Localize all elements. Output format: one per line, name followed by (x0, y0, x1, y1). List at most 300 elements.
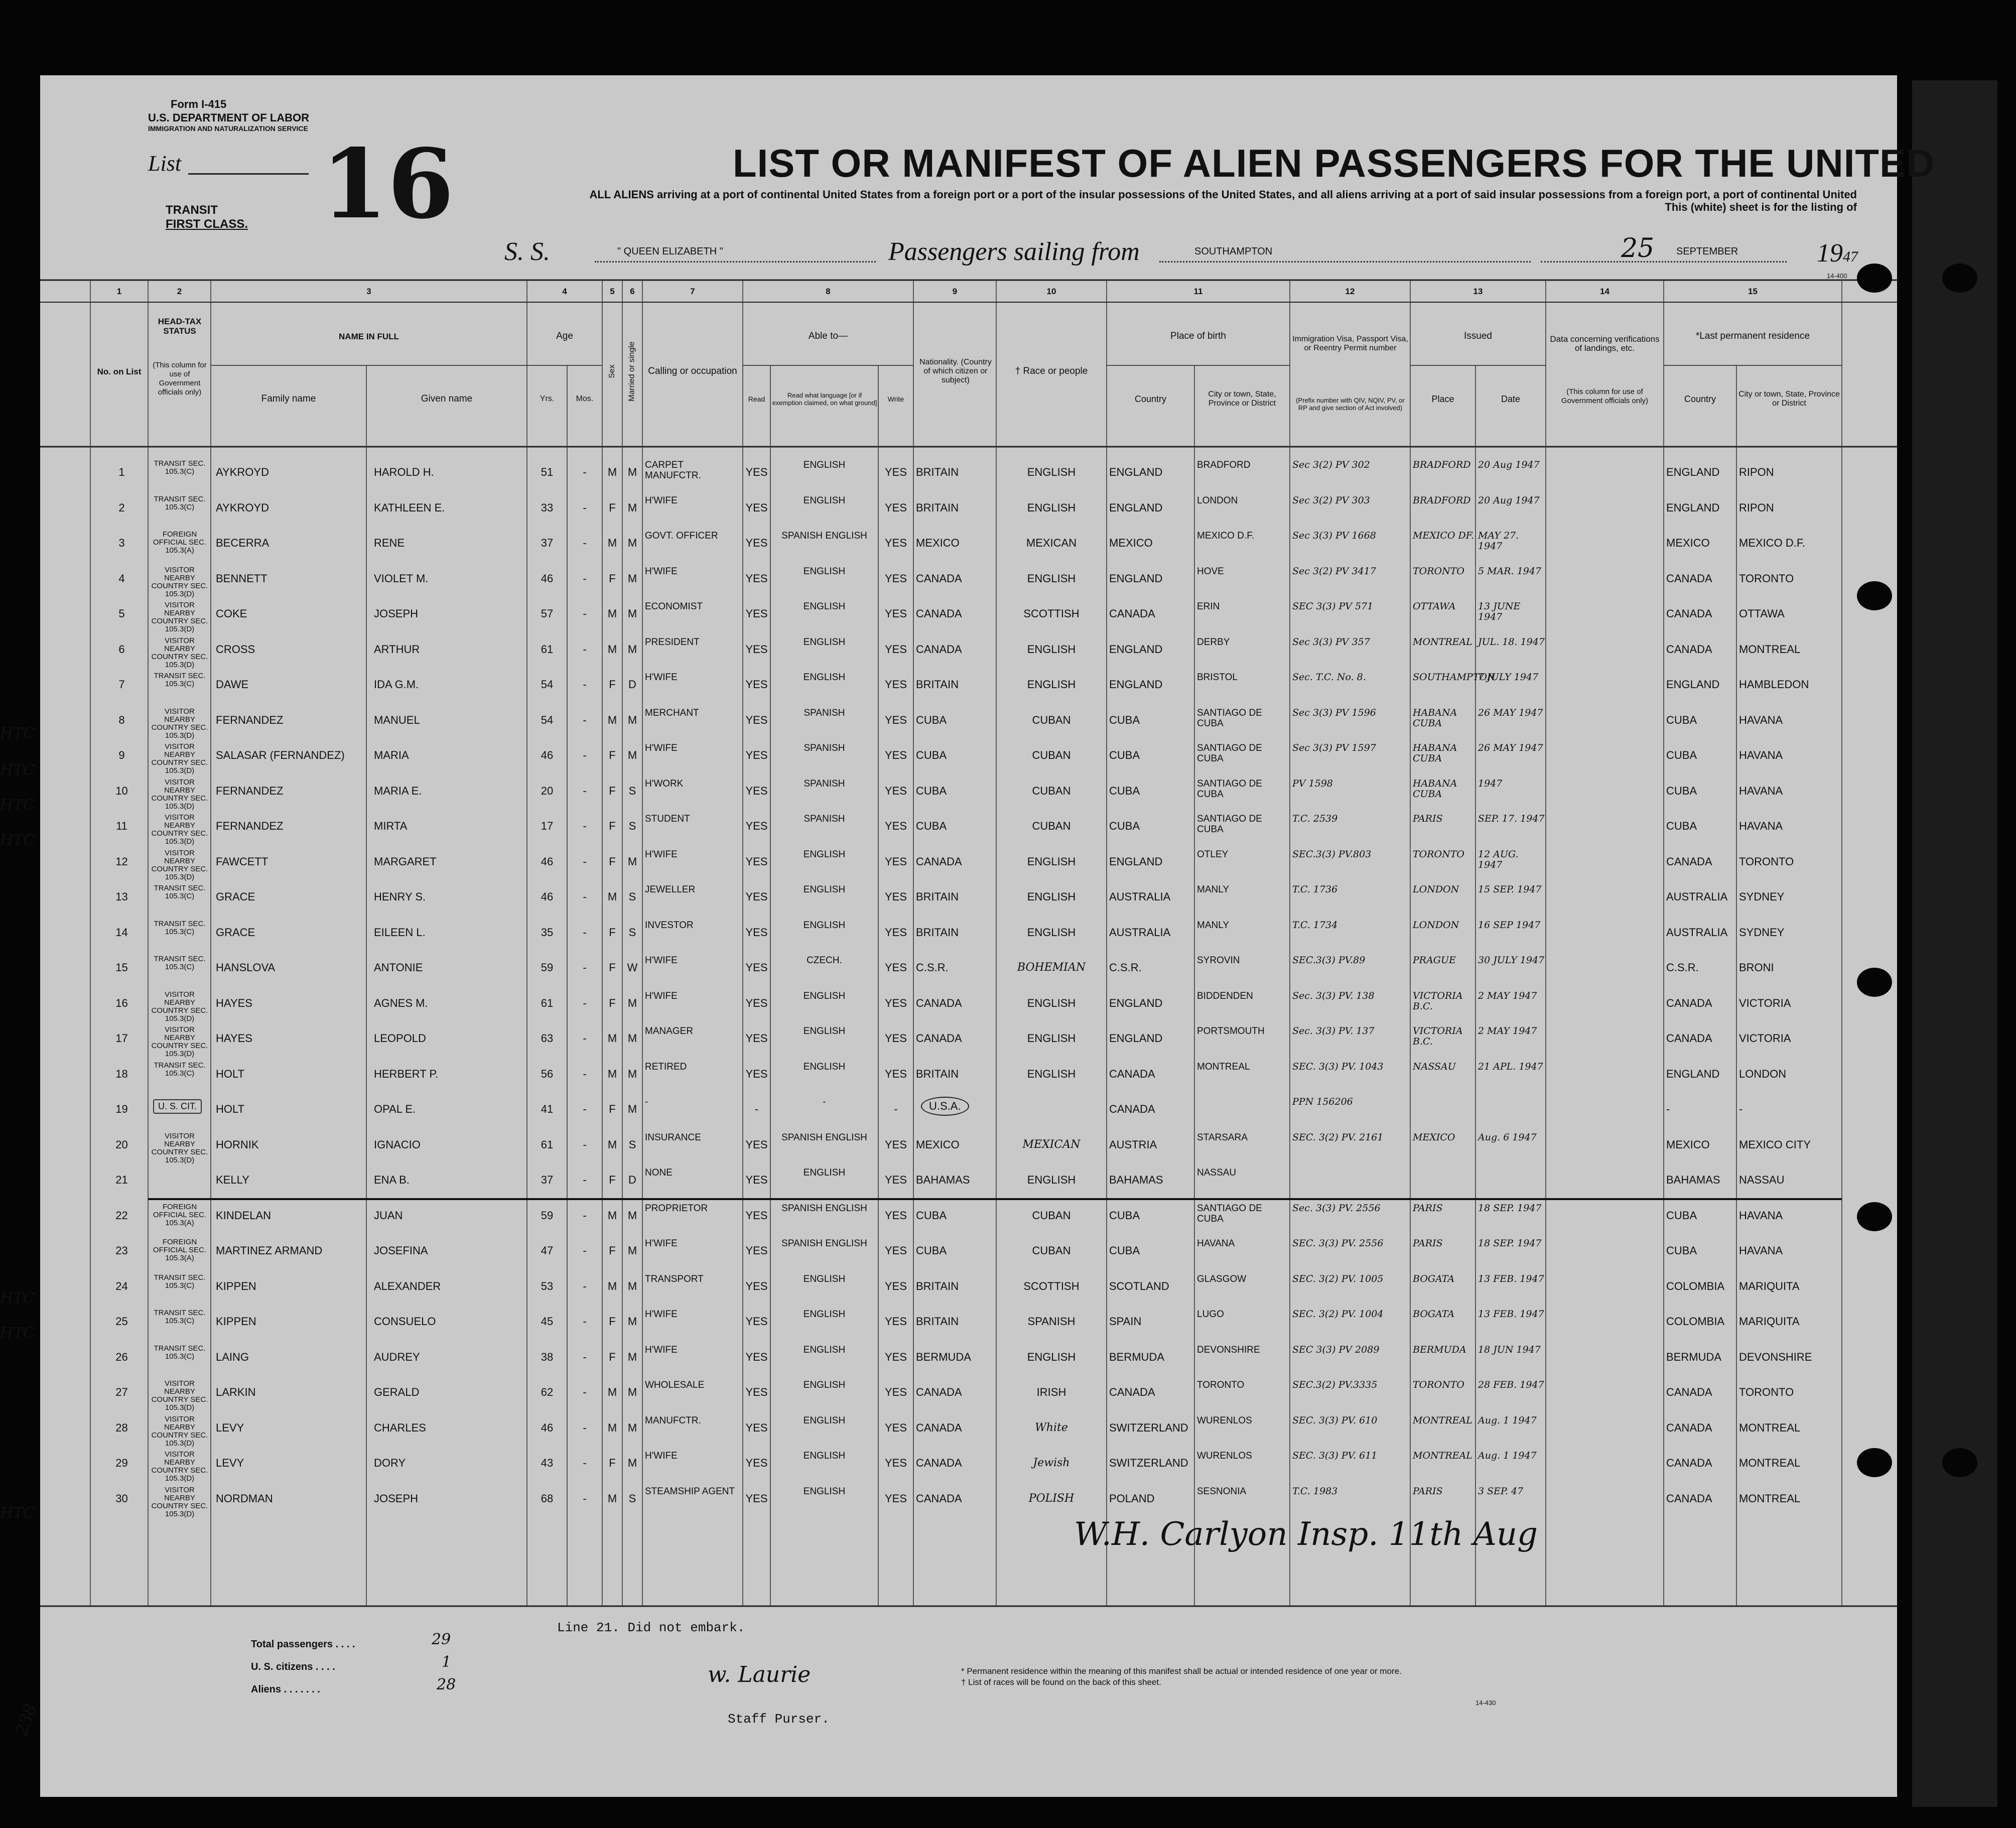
can-write: YES (884, 572, 907, 585)
age-months: - (583, 537, 587, 549)
visa-number: Sec 3(3) PV 1668 (1292, 530, 1376, 541)
residence-country: CANADA (1666, 1421, 1712, 1434)
head-tax-status: TRANSIT SEC. 105.3(C) (154, 884, 206, 900)
race: ENGLISH (1027, 855, 1076, 868)
age-years: 54 (541, 678, 554, 691)
occupation: H'WIFE (645, 1344, 678, 1355)
age-years: 68 (541, 1492, 554, 1505)
row-number: 21 (115, 1173, 128, 1186)
given-name: HERBERT P. (374, 1067, 439, 1080)
can-read: YES (745, 1386, 768, 1398)
family-name: HANSLOVA (216, 961, 276, 974)
family-name: FAWCETT (216, 855, 268, 868)
sex: F (609, 1244, 616, 1257)
marital-status: M (627, 996, 637, 1009)
marital-status: M (627, 1032, 637, 1044)
issued-place: BRADFORD (1413, 494, 1471, 506)
read-language: ENGLISH (803, 990, 846, 1001)
age-months: - (583, 466, 587, 478)
row-number: 25 (115, 1315, 128, 1328)
read-language: ENGLISH (803, 849, 846, 860)
occupation: NONE (645, 1167, 673, 1178)
race: ENGLISH (1027, 466, 1076, 478)
head-tax-status: VISITOR NEARBY COUNTRY SEC. 105.3(D) (151, 777, 208, 811)
race: CUBAN (1032, 820, 1071, 832)
nationality: CANADA (916, 607, 962, 620)
col-num-9: 9 (952, 286, 958, 296)
issued-place: PARIS (1413, 1202, 1443, 1214)
residence-country: ENGLAND (1666, 501, 1720, 514)
sex: M (607, 1421, 617, 1434)
residence-city: HAVANA (1739, 1209, 1783, 1222)
sex: M (607, 1279, 617, 1292)
given-name: RENE (374, 537, 405, 549)
read-language: ENGLISH (803, 920, 846, 931)
race: ENGLISH (1027, 572, 1076, 585)
margin-htc-11: HTC (0, 832, 35, 849)
purser-signature: w. Laurie (708, 1662, 811, 1687)
visa-number: Sec 3(2) PV 302 (1292, 459, 1370, 470)
birth-city: BRADFORD (1197, 460, 1251, 470)
occupation: H'WIFE (645, 743, 678, 753)
row-number: 27 (115, 1386, 128, 1398)
head-tax-status: FOREIGN OFFICIAL SEC. 105.3(A) (153, 1202, 207, 1227)
issued-place: VICTORIA B.C. (1413, 990, 1463, 1012)
residence-city: DEVONSHIRE (1739, 1350, 1812, 1363)
row-number: 24 (115, 1279, 128, 1292)
nationality: CANADA (916, 1032, 962, 1044)
read-language: ENGLISH (803, 1380, 846, 1390)
issued-place: HABANA CUBA (1413, 777, 1457, 800)
sex: F (609, 820, 616, 832)
residence-city: HAVANA (1739, 820, 1783, 832)
marital-status: M (627, 1457, 637, 1469)
birth-country: BAHAMAS (1109, 1173, 1163, 1186)
given-name: JOSEPH (374, 1492, 419, 1505)
residence-city: MEXICO CITY (1739, 1138, 1811, 1151)
can-read: YES (745, 642, 768, 656)
header-place-of-birth: Place of birth (1170, 331, 1226, 341)
margin-htc-9: HTC (0, 761, 35, 779)
given-name: CHARLES (374, 1421, 426, 1434)
age-years: 20 (541, 784, 554, 797)
birth-city: SANTIAGO DE CUBA (1197, 1203, 1262, 1224)
residence-city: RIPON (1739, 466, 1774, 478)
visa-number: T.C. 2539 (1292, 813, 1338, 824)
can-write: YES (884, 1279, 907, 1292)
birth-country: SCOTLAND (1109, 1279, 1169, 1292)
nationality: BRITAIN (916, 1067, 959, 1080)
head-tax-status: TRANSIT SEC. 105.3(C) (154, 1344, 206, 1361)
birth-city: MEXICO D.F. (1197, 531, 1255, 541)
residence-country: COLOMBIA (1666, 1315, 1725, 1328)
can-read: YES (745, 607, 768, 620)
residence-country: CANADA (1666, 1457, 1712, 1469)
marital-status: M (627, 1244, 637, 1257)
residence-country: ENGLAND (1666, 466, 1720, 478)
col-num-7: 7 (690, 286, 695, 296)
page-number: 238 (11, 1701, 42, 1739)
sex: F (609, 572, 616, 585)
birth-country: CANADA (1109, 607, 1155, 620)
sailing-label: Passengers sailing from (888, 237, 1140, 266)
birth-country: CUBA (1109, 784, 1140, 797)
birth-country: ENGLAND (1109, 678, 1163, 691)
age-years: 46 (541, 855, 554, 868)
age-months: - (583, 1032, 587, 1044)
given-name: ALEXANDER (374, 1279, 441, 1292)
visa-number: T.C. 1736 (1292, 884, 1338, 895)
header-yrs: Yrs. (540, 395, 555, 403)
marital-status: D (628, 1173, 636, 1186)
issued-place: BRADFORD (1413, 459, 1471, 470)
can-read: YES (745, 890, 768, 903)
can-read: YES (745, 678, 768, 691)
residence-city: HAVANA (1739, 749, 1783, 761)
nationality: MEXICO (916, 537, 960, 549)
age-years: 61 (541, 1138, 554, 1151)
age-years: 46 (541, 1421, 554, 1434)
line-21-strikethrough (148, 1198, 1842, 1200)
age-months: - (583, 1457, 587, 1469)
read-language: ENGLISH (803, 460, 846, 470)
issued-date: 18 SEP. 1947 (1478, 1202, 1542, 1214)
birth-city: WURENLOS (1197, 1415, 1252, 1426)
given-name: VIOLET M. (374, 572, 429, 585)
birth-city: GLASGOW (1197, 1273, 1247, 1284)
can-read: YES (745, 820, 768, 832)
age-years: 43 (541, 1457, 554, 1469)
can-write: YES (884, 749, 907, 761)
issued-place: VICTORIA B.C. (1413, 1025, 1463, 1047)
issued-place: OTTAWA (1413, 601, 1456, 612)
read-language: ENGLISH (803, 1026, 846, 1036)
age-years: 59 (541, 1209, 554, 1222)
read-language: SPANISH (803, 778, 845, 789)
nationality: CANADA (916, 1492, 962, 1505)
age-months: - (583, 1244, 587, 1257)
birth-country: CUBA (1109, 1244, 1140, 1257)
issued-date: 1947 (1478, 777, 1503, 789)
nationality: CANADA (916, 1386, 962, 1398)
residence-city: TORONTO (1739, 572, 1794, 585)
marital-status: M (627, 1279, 637, 1292)
residence-country: C.S.R. (1666, 961, 1699, 974)
race: MEXICAN (1022, 1138, 1081, 1151)
read-language: SPANISH (803, 743, 845, 753)
margin-htc-25: HTC (0, 1325, 35, 1342)
head-tax-status: VISITOR NEARBY COUNTRY SEC. 105.3(D) (151, 1379, 208, 1412)
can-write: YES (884, 1173, 907, 1186)
issued-place: MONTREAL (1413, 1450, 1472, 1461)
birth-country: CUBA (1109, 820, 1140, 832)
read-language: SPANISH ENGLISH (781, 1238, 867, 1249)
read-language: ENGLISH (803, 1167, 846, 1178)
race: ENGLISH (1027, 1032, 1076, 1044)
marital-status: M (627, 642, 637, 656)
issued-place: BOGATA (1413, 1273, 1455, 1284)
can-read: YES (745, 784, 768, 797)
age-years: 47 (541, 1244, 554, 1257)
header-read: Read (748, 395, 765, 403)
head-tax-status: VISITOR NEARBY COUNTRY SEC. 105.3(D) (151, 1414, 208, 1448)
given-name: MANUEL (374, 713, 420, 726)
family-name: LARKIN (216, 1386, 256, 1398)
read-language: ENGLISH (803, 1309, 846, 1320)
nationality: CANADA (916, 996, 962, 1009)
issued-date: 13 FEB. 1947 (1478, 1273, 1544, 1284)
row-number: 4 (118, 572, 125, 585)
birth-country: ENGLAND (1109, 501, 1163, 514)
visa-number: SEC. 3(2) PV. 1004 (1292, 1309, 1384, 1320)
issued-place: TORONTO (1413, 565, 1465, 577)
age-years: 63 (541, 1032, 554, 1044)
binder-hole (1942, 264, 1977, 293)
birth-city: SANTIAGO DE CUBA (1197, 814, 1262, 835)
residence-city: VICTORIA (1739, 996, 1791, 1009)
head-tax-status: TRANSIT SEC. 105.3(C) (154, 955, 206, 971)
visa-number: T.C. 1983 (1292, 1485, 1338, 1497)
margin-htc-24: HTC (0, 1289, 35, 1307)
race: ENGLISH (1027, 996, 1076, 1009)
occupation: - (645, 1097, 648, 1107)
header-able-to: Able to— (808, 331, 848, 341)
issued-place: SOUTHAMPTON (1413, 672, 1496, 683)
header-data-concerning: Data concerning verifications of landings, etc. (1550, 334, 1660, 353)
header-issued-place: Place (1431, 394, 1454, 404)
birth-country: AUSTRALIA (1109, 890, 1171, 903)
can-read: YES (745, 572, 768, 585)
age-years: 62 (541, 1386, 554, 1398)
birth-city: MANLY (1197, 884, 1230, 895)
margin-htc-30: HTC (0, 1504, 35, 1522)
occupation: H'WIFE (645, 566, 678, 577)
aliens-value: 28 (437, 1676, 456, 1693)
col-num-2: 2 (177, 286, 182, 296)
birth-city: ERIN (1197, 601, 1220, 612)
residence-country: CUBA (1666, 1244, 1697, 1257)
residence-country: CUBA (1666, 784, 1697, 797)
age-years: 61 (541, 996, 554, 1009)
given-name: ARTHUR (374, 642, 420, 656)
residence-country: CANADA (1666, 607, 1712, 620)
form-code: 14-400 (1827, 272, 1847, 280)
birth-country: SWITZERLAND (1109, 1457, 1188, 1469)
residence-city: MONTREAL (1739, 642, 1801, 656)
head-tax-status: TRANSIT SEC. 105.3(C) (154, 919, 206, 936)
head-tax-status: FOREIGN OFFICIAL SEC. 105.3(A) (153, 530, 207, 555)
residence-country: MEXICO (1666, 1138, 1710, 1151)
age-months: - (583, 1103, 587, 1115)
read-language: ENGLISH (803, 636, 846, 647)
sex: F (609, 961, 616, 974)
ship-name: " QUEEN ELIZABETH " (617, 246, 723, 257)
can-read: YES (745, 1350, 768, 1363)
given-name: GERALD (374, 1386, 420, 1398)
sex: M (607, 1386, 617, 1398)
family-name: BECERRA (216, 537, 270, 549)
marital-status: M (627, 466, 637, 478)
issued-date: MAY 27. 1947 (1478, 530, 1519, 552)
given-name: JOSEFINA (374, 1244, 428, 1257)
family-name: FERNANDEZ (216, 713, 284, 726)
header-given-name: Given name (421, 394, 473, 404)
family-name: HOLT (216, 1103, 245, 1115)
age-years: 35 (541, 926, 554, 939)
header-head-tax-note: (This column for use of Government officials only) (153, 361, 207, 397)
head-tax-status: VISITOR NEARBY COUNTRY SEC. 105.3(D) (151, 1485, 208, 1518)
usa-circled: U.S.A. (921, 1097, 969, 1116)
scan-edge (1912, 80, 1997, 1807)
head-tax-status: VISITOR NEARBY COUNTRY SEC. 105.3(D) (151, 742, 208, 775)
visa-number: PPN 156206 (1292, 1096, 1353, 1107)
visa-number: Sec 3(3) PV 357 (1292, 636, 1370, 647)
margin-htc-10: HTC (0, 797, 35, 814)
given-name: OPAL E. (374, 1103, 416, 1115)
age-months: - (583, 642, 587, 656)
family-name: LEVY (216, 1421, 244, 1434)
issued-date: 12 AUG. 1947 (1478, 848, 1519, 870)
read-language: ENGLISH (803, 566, 846, 577)
race: CUBAN (1032, 1244, 1071, 1257)
us-citizen-stamp: U. S. CIT. (153, 1099, 202, 1114)
issued-place: HABANA CUBA (1413, 707, 1457, 729)
given-name: MARIA E. (374, 784, 422, 797)
age-months: - (583, 749, 587, 761)
family-name: COKE (216, 607, 247, 620)
issued-date: 18 SEP. 1947 (1478, 1238, 1542, 1249)
age-years: 46 (541, 572, 554, 585)
marital-status: M (627, 1350, 637, 1363)
sex: F (609, 749, 616, 761)
nationality: CANADA (916, 572, 962, 585)
residence-country: CANADA (1666, 642, 1712, 656)
race: ENGLISH (1027, 1067, 1076, 1080)
read-language: SPANISH (803, 707, 845, 718)
head-tax-status: VISITOR NEARBY COUNTRY SEC. 105.3(D) (151, 990, 208, 1023)
head-tax-status: TRANSIT SEC. 105.3(C) (154, 459, 206, 476)
residence-country: AUSTRALIA (1666, 890, 1728, 903)
header-last-residence: *Last permanent residence (1695, 331, 1810, 341)
occupation: STUDENT (645, 814, 690, 824)
visa-number: Sec. T.C. No. 8. (1292, 672, 1366, 683)
visa-number: Sec 3(3) PV 1597 (1292, 742, 1376, 753)
birth-city: NASSAU (1197, 1167, 1237, 1178)
marital-status: S (628, 784, 636, 797)
occupation: H'WIFE (645, 955, 678, 966)
race: BOHEMIAN (1017, 961, 1086, 974)
age-months: - (583, 926, 587, 939)
can-write: YES (884, 820, 907, 832)
issued-date: 26 MAY 1947 (1478, 707, 1543, 718)
age-years: 54 (541, 713, 554, 726)
footnote-residence: * Permanent residence within the meaning of this manifest shall be actual or intended residence of one year or more. (961, 1666, 1402, 1676)
nationality: CUBA (916, 749, 947, 761)
visa-number: Sec. 3(3) PV. 2556 (1292, 1202, 1381, 1214)
family-name: BENNETT (216, 572, 267, 585)
can-read: YES (745, 466, 768, 478)
issued-date: Aug. 1 1947 (1478, 1450, 1537, 1461)
read-language: CZECH. (807, 955, 842, 966)
can-read: YES (745, 1209, 768, 1222)
row-number: 22 (115, 1209, 128, 1222)
marital-status: M (627, 572, 637, 585)
age-months: - (583, 784, 587, 797)
family-name: FERNANDEZ (216, 820, 284, 832)
read-language: ENGLISH (803, 672, 846, 683)
can-read: YES (745, 961, 768, 974)
occupation: H'WIFE (645, 1309, 678, 1320)
birth-city: PORTSMOUTH (1197, 1026, 1265, 1036)
family-name: DAWE (216, 678, 249, 691)
can-read: YES (745, 1421, 768, 1434)
can-read: YES (745, 1244, 768, 1257)
total-passengers-value: 29 (432, 1631, 451, 1648)
residence-country: AUSTRALIA (1666, 926, 1728, 939)
visa-number: SEC. 3(2) PV. 2161 (1292, 1131, 1384, 1143)
can-write: YES (884, 642, 907, 656)
can-read: YES (745, 1067, 768, 1080)
manifest-subtitle: ALL ALIENS arriving at a port of continental United States from a foreign port or a port of the insular possessions of the United States, and all aliens arriving at a port of said insular possessions from a foreign port, a port of continental United (589, 188, 1857, 201)
sex: M (607, 1032, 617, 1044)
can-read: YES (745, 1173, 768, 1186)
can-write: YES (884, 926, 907, 939)
race: SPANISH (1027, 1315, 1076, 1328)
occupation: GOVT. OFFICER (645, 531, 718, 541)
row-number: 8 (118, 713, 125, 726)
residence-city: TORONTO (1739, 1386, 1794, 1398)
read-language: ENGLISH (803, 495, 846, 506)
class-label: FIRST CLASS. (166, 217, 248, 231)
issued-place: MEXICO (1413, 1131, 1455, 1143)
us-citizens-label: U. S. citizens . . . . (251, 1661, 335, 1672)
nationality: BRITAIN (916, 926, 959, 939)
age-months: - (583, 572, 587, 585)
head-tax-status: VISITOR NEARBY COUNTRY SEC. 105.3(D) (151, 707, 208, 740)
sex: M (607, 642, 617, 656)
birth-city: SANTIAGO DE CUBA (1197, 707, 1262, 729)
birth-city: STARSARA (1197, 1132, 1248, 1143)
read-language: SPANISH ENGLISH (781, 1132, 867, 1143)
can-write: YES (884, 1315, 907, 1328)
birth-city: LUGO (1197, 1309, 1224, 1320)
age-months: - (583, 1386, 587, 1398)
issued-date: SEP. 17. 1947 (1478, 813, 1545, 824)
inspector-signature: W.H. Carlyon Insp. 11th Aug (1074, 1516, 1538, 1553)
row-number: 19 (115, 1103, 128, 1115)
family-name: KIPPEN (216, 1315, 256, 1328)
nationality: BERMUDA (916, 1350, 972, 1363)
nationality: CUBA (916, 784, 947, 797)
family-name: HAYES (216, 996, 252, 1009)
visa-number: Sec 3(2) PV 3417 (1292, 565, 1376, 577)
list-label: List (148, 151, 182, 176)
occupation: MANAGER (645, 1026, 694, 1036)
can-write: YES (884, 466, 907, 478)
issued-date: 13 JUNE 1947 (1478, 601, 1521, 622)
marital-status: S (628, 1492, 636, 1505)
age-years: 51 (541, 466, 554, 478)
age-months: - (583, 1138, 587, 1151)
birth-country: ENGLAND (1109, 996, 1163, 1009)
head-tax-status: TRANSIT SEC. 105.3(C) (154, 1273, 206, 1290)
marital-status: M (627, 713, 637, 726)
residence-city: NASSAU (1739, 1173, 1785, 1186)
residence-city: - (1739, 1103, 1743, 1115)
margin-htc-8: HTC (0, 725, 35, 742)
residence-country: CANADA (1666, 855, 1712, 868)
age-years: 56 (541, 1067, 554, 1080)
